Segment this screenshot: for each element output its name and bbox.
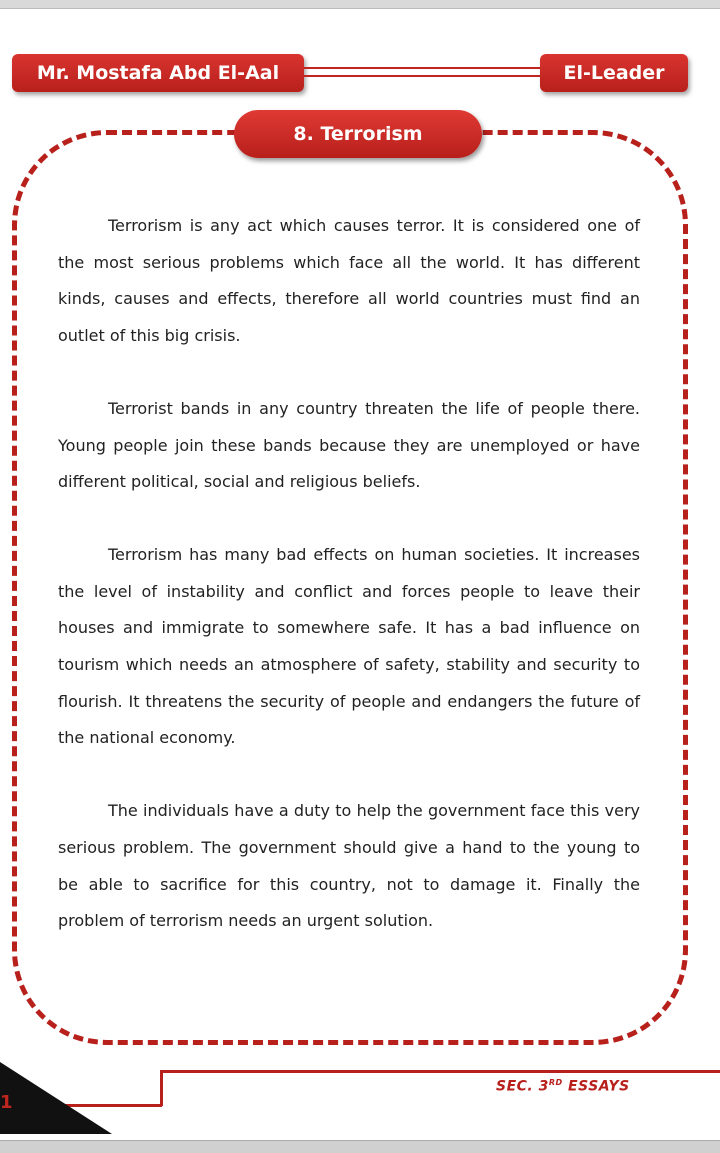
corner-triangle-decoration: [0, 1062, 112, 1134]
brand-banner: El-Leader: [540, 54, 688, 92]
footer-label-suffix: ESSAYS: [562, 1078, 630, 1095]
paragraph-1: Terrorism is any act which causes terror. It is considered one of the most serious problems which face all the world. It has different kinds, causes and effects, therefore all world countries must find an outlet of this big crisis.: [58, 216, 640, 346]
page-top-edge: [0, 0, 720, 9]
page-bottom-edge: [0, 1140, 720, 1153]
footer-label: [496, 1078, 630, 1095]
footer-label-superscript: RD: [548, 1078, 563, 1087]
paragraph-3: Terrorism has many bad effects on human societies. It increases the level of instability and conflict and forces people to leave their houses and immigrate to somewhere safe. It has a bad influence on tourism which needs an atmosphere of safety, stability and security to flourish. It threatens the security of people and endangers the future of the national economy.: [58, 544, 640, 748]
paragraph-4: The individuals have a duty to help the government face this very serious problem. The government should give a hand to the young to be able to sacrifice for this country, not to damage it. Finally the problem of terrorism needs an urgent solution.: [58, 801, 640, 931]
header-divider: [304, 67, 540, 77]
essay-body: [58, 208, 640, 976]
page-number: 1: [0, 1092, 13, 1113]
essay-title: 8. Terrorism: [234, 110, 482, 158]
author-banner: Mr. Mostafa Abd El-Aal: [12, 54, 304, 92]
footer-label-prefix: SEC. 3: [496, 1078, 549, 1095]
footer-divider: [160, 1070, 720, 1106]
paragraph-2: Terrorist bands in any country threaten the life of people there. Young people join these bands because they are unemployed or have different political, social and religious beliefs.: [58, 398, 640, 492]
